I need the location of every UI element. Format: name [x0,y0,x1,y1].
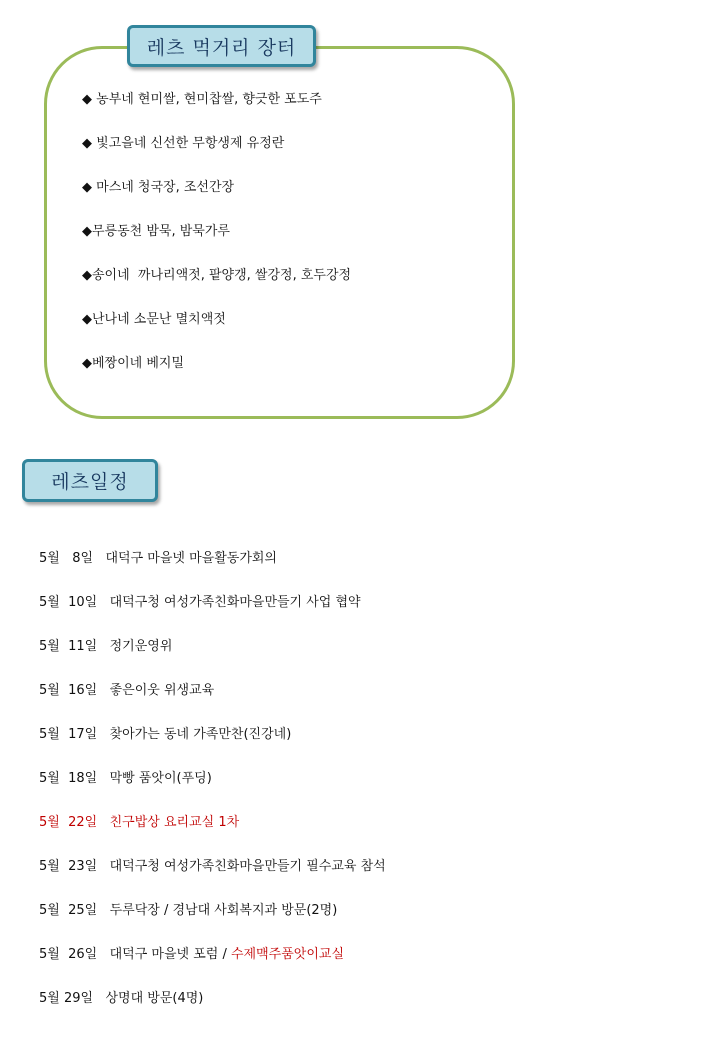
market-list [82,88,351,396]
market-item: ◆ 마스네 청국장, 조선간장 [82,180,235,195]
schedule-item [39,723,386,767]
schedule-text: 대덕구 마을넷 포럼 / [109,947,231,962]
schedule-text: 대덕구 마을넷 마을활동가회의 [105,551,277,566]
market-item: ◆ 빛고을네 신선한 무항생제 유정란 [82,136,285,151]
schedule-title: 레츠일정 [22,459,158,502]
schedule-list [39,547,386,1031]
schedule-text: 친구밥상 요리교실 1차 [109,815,240,830]
market-title: 레츠 먹거리 장터 [127,25,316,67]
schedule-text: 대덕구청 여성가족친화마을만들기 필수교육 참석 [109,859,386,874]
schedule-item [39,943,386,987]
schedule-date: 5월 22일 [39,815,98,830]
schedule-item [39,591,386,635]
market-item: ◆송이네 까나리액젓, 팥양갱, 쌀강정, 호두강정 [82,268,352,283]
schedule-text: 막빵 품앗이(푸딩) [109,771,212,786]
schedule-date: 5월 18일 [39,771,98,786]
schedule-text: 대덕구청 여성가족친화마을만들기 사업 협약 [109,595,361,610]
schedule-text: 찾아가는 동네 가족만찬(진강네) [109,727,292,742]
schedule-date: 5월 23일 [39,859,98,874]
schedule-text: 상명대 방문(4명) [105,991,204,1006]
schedule-text: 좋은이웃 위생교육 [109,683,215,698]
schedule-item [39,679,386,723]
market-item: ◆무릉동천 밤묵, 밤묵가루 [82,224,230,239]
schedule-date: 5월 16일 [39,683,98,698]
schedule-item [39,987,386,1031]
schedule-text: 두루닥장 / 경남대 사회복지과 방문(2명) [109,903,338,918]
market-item: ◆ 농부네 현미쌀, 현미찹쌀, 향긋한 포도주 [82,92,322,107]
schedule-date: 5월 17일 [39,727,98,742]
market-item: ◆난나네 소문난 멸치액젓 [82,312,226,327]
schedule-item [39,635,386,679]
schedule-date: 5월 26일 [39,947,98,962]
schedule-date: 5월 25일 [39,903,98,918]
schedule-item [39,899,386,943]
schedule-item [39,547,386,591]
schedule-item [39,767,386,811]
schedule-highlight-text: 수제맥주품앗이교실 [230,947,345,962]
market-item: ◆베짱이네 베지밀 [82,356,185,371]
schedule-item-highlighted [39,811,386,855]
schedule-date: 5월 29일 [39,991,94,1006]
schedule-item [39,855,386,899]
schedule-text: 정기운영위 [109,639,173,654]
schedule-date: 5월 8일 [39,551,94,566]
schedule-date: 5월 11일 [39,639,98,654]
schedule-date: 5월 10일 [39,595,98,610]
